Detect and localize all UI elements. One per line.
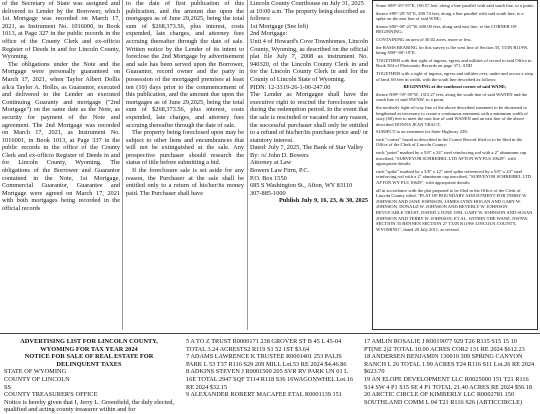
legal-line: thence S00°-00'-21"W, 600.00 feet, along said east line, to the CORNER OF BEGINNING; [376,23,517,35]
list-entry: 9 ALEXANDER ROBERT MACAFEE ETAL R0001139 151 [186,391,342,399]
col3-line: 1st Mortgage (See left) [250,22,309,30]
col1-paragraph: of the Secretary of State was assigned and delivered to Lender by the Borrower, which 1st Mortgage was recorded on March 17, 2021, as Instrument No. 1016000, in Book 1013, at Page 327 in the public records in the office of the County Clerk and ex-officio Register of Deeds in and for Lincoln County, Wyoming. [2,0,120,61]
col3-line: PIDN: 12-3319-26-1-00-247.00 [250,83,331,91]
list-body-line: STATE OF WYOMING [4,368,67,376]
col3-line: 2nd Mortgage: [250,30,288,38]
column-divider [247,0,248,330]
legal-line: SUBJECT to an easement for State Highway 238; [376,129,468,135]
list-entry: 19 AN ELOPE DEVELOPMENT LLC R0025000 151 T21 R116 S14 SW 4 P1 S15 SE 4 P1 TOTAL 21.40 ACRES RE 2024 $56.18 [364,375,533,391]
col1-paragraph: The obligations under the Note and the Mortgage were personally guaranteed on March 17, 2021, when Taylor Albert Dollis a/k/a Taylor A. Hollis, as Guarantor, executed and delivered to the Lender an executed Continuing Guaranty and mortgage ("2nd Mortgage") on the same date as the Note, as security for payment of the Note and agreement. The 2nd Mortgage was recorded on March 17, 2021, as Instrument No. 1016001, in Book 1013, at Page 337 in the public records in the office of the County Clerk and ex-officio Register of Deeds in and for Lincoln County, Wyoming. The obligations of the Borrower and Guarantor contained in the Note, 1st Mortgage, Commercial Guarantor, Guarantee and Mortgage were agreed on March 17, 2021 with both mortgages being recorded in the official records [2,60,120,213]
col3-line: Dated: July 7, 2025, The Bank of Star Valley [250,144,364,152]
col3-line: 307-885-1000 [250,189,286,197]
legal-notice-column-1 [2,0,120,330]
col2-paragraph: to the date of first publication of this publication, and the amount due upon the mortgages as of June 29,2025, being the total sum of $268,373.56, plus interest, costs expended, late charges, and attorney fees accruing thereafter through the date of sale. Written notice by the Lender of its intent to foreclose the 2nd Mortgage by advertisement and sale has been served upon the Borrower, Guarantor, record owner and the party in possession of the mortgaged premises at least ten (10) days prior to the commencement of this publication, and the amount due upon the mortgages as of June 29,2025, being the total sum of $268,373.56, plus interest, costs expended, late charges, and attorney fees accruing thereafter through the date of sale. [126,0,244,129]
col3-line: P.O. Box 1550 [250,174,287,182]
col2-paragraph: If the foreclosure sale is set aside for any reason, the Purchaser at the sale shall be entitled only to a return of his/her/its money paid. The Purchaser shall have [126,167,244,197]
list-body-line: SS [4,383,12,391]
legal-line: Some S89°-29'-55"E, 100.57 feet, along a line parallel with said south line, to a point; [376,3,534,8]
col3-line: Bowers Law Firm, P.C. [250,167,310,175]
list-body-line: Notice is hereby given that I, Jerry L. Greenfield, the duly elected, qualified and acting county treasurer within and for [4,398,174,414]
column-divider [122,0,123,330]
list-heading-line: NOTICE FOR SALE OF REAL ESTATE FOR [24,353,154,361]
col3-line: Lincoln County Courthouse on July 31, 2025 at 10:00 a.m. The property being described as follows: [250,0,366,23]
legal-line: each "corner" found as described in the Corner Record filed or to be filed in the Office of the Clerk of Lincoln County; [376,136,523,148]
legal-description-box [372,0,538,330]
legal-line: all in accordance with the plat prepared to be filed in the Office of the Clerk of Lincoln County titled, "PLAT OF BOUNDARY ADJUSTMENT FOR TERRY W. JOHNSON AND JANE JOHNSON, JAMES LYNN HOGAN AND GARY W. JOHNSON, DONALD W. JOHNSON AND BEVERLY W. JOHNSON REVOCABLE TRUST, DATED 2 JUNE 1994, GARY W. JOHNSON AND SUSAN JOHNSON AND TERRY W. JOHNSON, ET AL. WITHIN THE WANE, NWNW, SECTION 35 BENNEN SECTION 27 T33N R119W LINCOLN COUNTY, WYOMING", dated 20 July 2011, as revised. [376,187,533,232]
legal-line: thence S89°-29'-55"E, 209.74 feet, along a line parallel with said south line, to a spike on the east line of said WNE; [376,10,524,22]
list-body-line: COUNTY OF LINCOLN [4,375,70,383]
col3-line: Unit 4 of Howard's Cove Townhomes, Lincoln County, Wyoming, as described on the official plat file July 7, 2008 as instrument No. 940320, of the Lincoln County Clerk in and for the Lincoln County Clerk in and for the County of Lincoln State of Wyoming. [250,37,368,83]
legal-line: the BASIS BEARING for this survey is the west line of Section 35, T33N R119W, being N00°-00'-19"E. [376,44,529,56]
legal-notice-column-3 [250,0,368,330]
advertising-list-column-2 [186,338,356,400]
legal-notice-column-2 [126,0,244,330]
legal-line: BEGINNING at the southeast corner of said WANE; [403,84,507,90]
legal-line: the northerly right-of-way line of the above described easement to be shortened or lengthened as necessary to create a continuous easement with a minimum width of sixty (60) feet to meet the east line of said WANEN and an east line of the above described DONNA JEAN TRACT; [376,104,528,127]
advertising-list-column-3 [364,338,536,406]
list-entry: 5 A TO Z TRUST R0000171 238 GROVER ST B 45 L 45-04 TOTAL 3.24 ACRESTS2 R119 S1 52 1ST $3.64 [186,338,342,353]
legal-line: each "spike" marked by a 3/8" x 12" steel spike referenced by a 5/8" x 24" steel reinforcing rod with a 2" aluminum cap inscribed, "SURVEYOR SCHREIBEL LTD AFTON WY PLS 10629", with appropriate details; [376,168,531,186]
list-body-line: COUNTY TREASURER'S OFFICE [4,391,98,399]
list-entry: 20 ARCTIC CIRCLE OF KIMBERLY LLC R0002781 150 SOUTHLAND COMM L 04 T21 R116 S26 (ABTICCIRCLE) [364,391,523,406]
legal-line: CONTAINING an area of 30.02 acres, more or less. [376,36,472,42]
col3-line: The Lender as Mortgagee shall have the executive right to rescind the foreclosure sale during the redemption period. In the event that the sale is rescinded or vacated for any reason, the successful purchaser shall only be entitled to a refund of his/her/its purchase price and/ or statutory interest. [250,91,368,144]
list-entry: 17 AMLIN ROSALIE J R0019077 929 T26 R115 S15 15 10 PT(NE 2)2 TOTAL 10.00 ACRES COR2 131 RE 2024 $612.23 [364,338,525,353]
col3-line: By: /s/ John D. Bowers [250,151,309,159]
list-entry: 8 ADKINS STEVEN J R0001500 205 SVR RV PARK UN 01 L 16E TOTAL 2947 SQF T114 R118 S36 16WAGONWHEL Lot.16 RE 2024 $32.15 [186,368,354,391]
legal-line: each "point" marked by a 5/8" x 24" steel reinforcing rod with a 2" aluminum cap inscribed, "SURVEYOR SCHREIBEL LTD AFTON WY PLS 10629", with appropriate details; [376,150,527,167]
legal-line: TOGETHER with that right of ingress, egress and utilities of record to said Office in Book 584 of Photostatic Records on page 371, AND [376,57,532,69]
col3-line: Attorney at Law [250,159,292,167]
list-heading-line: WYOMING FOR TAX YEAR 2024 [40,345,138,353]
list-entry: 18 ANDERSEN BENJAMIN 130010 309 SPRING CANYON RANCH L 26 TOTAL 1.99 ACRES T24 R116 S11 Lot.26 RE 2024 $623.70 [364,353,535,376]
list-heading-line: ADVERTISING LIST FOR LINCOLN COUNTY, [20,338,158,345]
advertising-list-header [4,338,174,414]
legal-line: thence N89°-59'-39"W, 1315.27 feet, along the south line of said WANEN and the south line of said NWNW, to a point, [376,91,528,103]
col2-paragraph: The property being foreclosed upon may be subject to other liens and encumbrances that will not be extinguished at the sale. Any prospective purchaser should research the status of title before submitting a bid. [126,129,244,167]
section-divider [0,333,540,334]
legal-line: TOGETHER with a right of ingress, egress and utilities over, under and across a strip of land, 60 feet in width, with the south line described as follows: [376,70,533,82]
publish-dates: Publish July 9, 16, 23, & 30, 2025 [278,197,368,205]
col3-line: 685 S Washington St., Afton, WY 83110 [250,182,353,190]
list-entry: 7 ADAMS LAWRENCE K TRUSTEE R0001401 253 PALIS PARK L 53 T37 R116 S29 209 MILL Lot.53 RE 2024 $4.46.86 [186,353,347,368]
list-heading-line: DELINQUENT TAXES [56,360,122,368]
